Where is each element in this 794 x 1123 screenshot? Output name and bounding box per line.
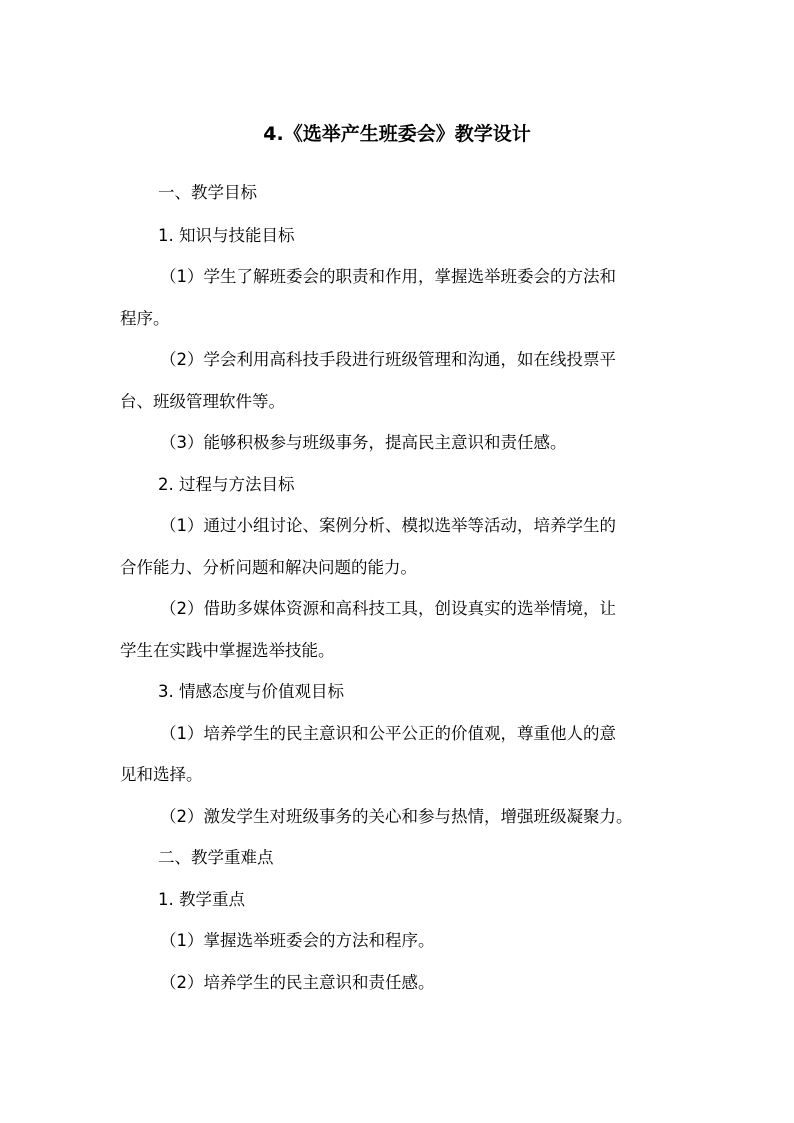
document-title: 4.《选举产生班委会》教学设计 bbox=[263, 123, 531, 145]
subheading-teaching-key-points: 1. 教学重点 bbox=[158, 890, 245, 909]
paragraph-line: （1）培养学生的民主意识和公平公正的价值观，尊重他人的意 bbox=[160, 724, 616, 743]
section-heading-key-difficult-points: 二、教学重难点 bbox=[158, 848, 274, 867]
paragraph-line: （1）掌握选举班委会的方法和程序。 bbox=[160, 931, 435, 950]
subheading-knowledge-skills: 1. 知识与技能目标 bbox=[158, 226, 295, 245]
subheading-emotion-values: 3. 情感态度与价值观目标 bbox=[158, 682, 344, 701]
subheading-process-methods: 2. 过程与方法目标 bbox=[158, 475, 295, 494]
paragraph-line: （2）培养学生的民主意识和责任感。 bbox=[160, 973, 435, 992]
paragraph-line: （2）激发学生对班级事务的关心和参与热情，增强班级凝聚力。 bbox=[160, 807, 633, 826]
paragraph-line: 合作能力、分析问题和解决问题的能力。 bbox=[120, 558, 417, 577]
paragraph-line: 学生在实践中掌握选举技能。 bbox=[120, 641, 335, 660]
paragraph-line: （3）能够积极参与班级事务，提高民主意识和责任感。 bbox=[160, 433, 567, 452]
paragraph-line: （1）学生了解班委会的职责和作用，掌握选举班委会的方法和 bbox=[160, 267, 616, 286]
paragraph-line: 程序。 bbox=[120, 309, 170, 328]
paragraph-line: （2）学会利用高科技手段进行班级管理和沟通，如在线投票平 bbox=[160, 350, 616, 369]
paragraph-line: 台、班级管理软件等。 bbox=[120, 392, 285, 411]
section-heading-teaching-goals: 一、教学目标 bbox=[158, 183, 257, 202]
paragraph-line: （1）通过小组讨论、案例分析、模拟选举等活动，培养学生的 bbox=[160, 516, 616, 535]
paragraph-line: 见和选择。 bbox=[120, 765, 203, 784]
paragraph-line: （2）借助多媒体资源和高科技工具，创设真实的选举情境，让 bbox=[160, 599, 616, 618]
